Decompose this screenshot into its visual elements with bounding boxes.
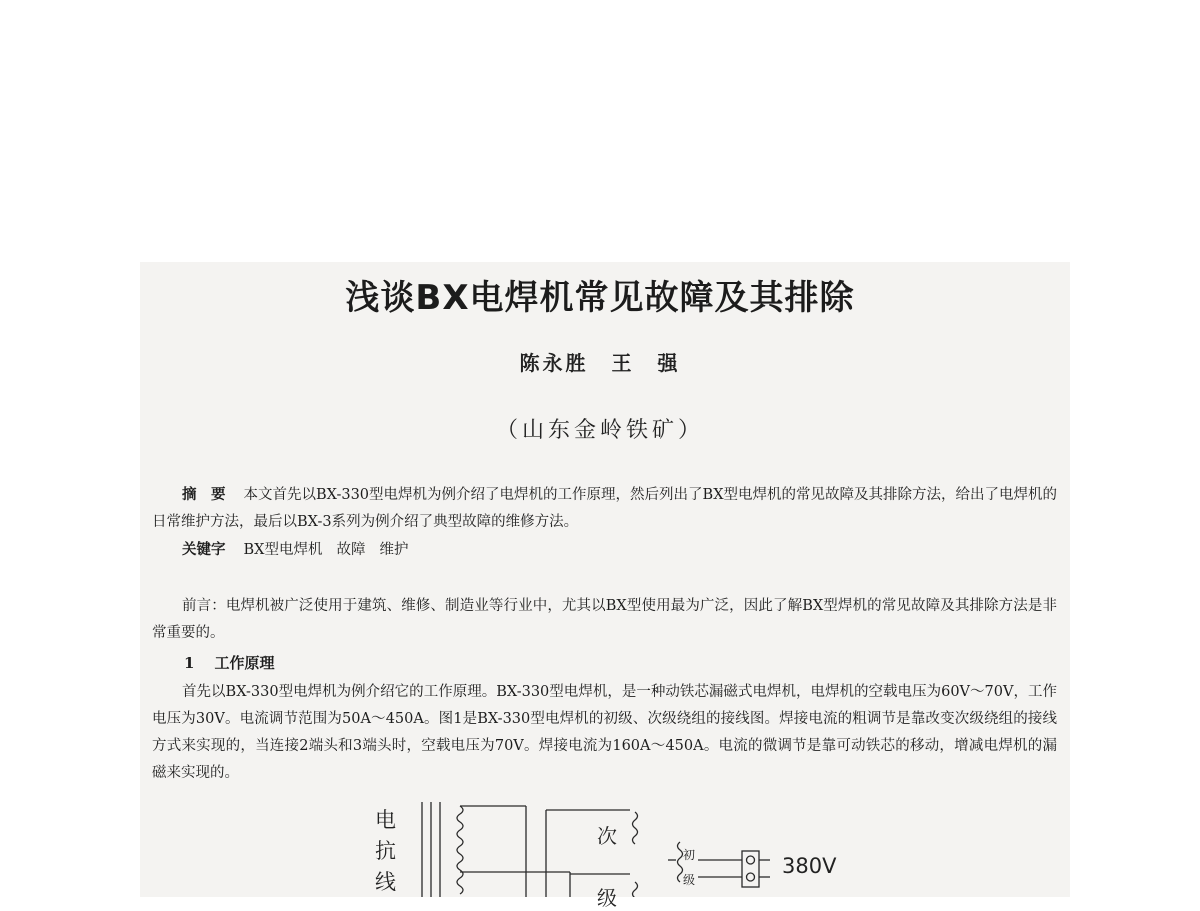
keywords: [152, 536, 1057, 564]
section-title: 工作原理: [214, 654, 275, 672]
abstract: [152, 481, 1057, 536]
keywords-label: 关键字: [182, 541, 226, 558]
affiliation: （山东金岭铁矿）: [495, 418, 704, 443]
reactor-label-char: 抗: [375, 839, 396, 863]
secondary-label-char: 级: [597, 886, 617, 910]
principle-paragraph: 首先以BX-330型电焊机为例介绍它的工作原理。BX-330型电焊机，是一种动铁芯漏磁式电焊机，电焊机的空载电压为60V～70V，工作电压为30V。电流调节范围为50A～450A。图1是BX-330型电焊机的初级、次级绕组的接线图。焊接电流的粗调节是靠改变次级绕组的接线方式来实现的，当连接2端头和3端头时，空载电压为70V。焊接电流为160A～450A。电流的微调节是靠可动铁芯的移动，增减电焊机的漏磁来实现的。: [152, 684, 1057, 781]
abstract-label: 摘 要: [182, 486, 226, 503]
section-number: 1: [184, 654, 195, 672]
keyword: 故障: [336, 542, 366, 558]
paper-title: 浅谈BX电焊机常见故障及其排除: [345, 278, 855, 318]
reactor-label-char: 线: [375, 870, 396, 894]
preface-paragraph: 前言：电焊机被广泛使用于建筑、维修、制造业等行业中，尤其以BX型使用最为广泛，因此了解BX型焊机的常见故障及其排除方法是非常重要的。: [152, 598, 1057, 641]
secondary-label-char: 次: [597, 824, 617, 848]
primary-label-char: 级: [683, 873, 696, 887]
keyword: BX型电焊机: [243, 542, 323, 558]
keyword: 维护: [379, 542, 409, 558]
reactor-label-char: 电: [375, 808, 396, 832]
primary-label-char: 初: [683, 848, 696, 862]
supply-voltage-label: 380V: [782, 854, 837, 878]
section-heading: [184, 652, 274, 673]
wiring-diagram: [360, 800, 860, 910]
authors: 陈永胜 王 强: [519, 351, 681, 375]
abstract-text: 本文首先以BX-330型电焊机为例介绍了电焊机的工作原理，然后列出了BX型电焊机的常见故障及其排除方法，给出了电焊机的日常维护方法，最后以BX-3系列为例介绍了典型故障的维修方法。: [152, 487, 1058, 530]
